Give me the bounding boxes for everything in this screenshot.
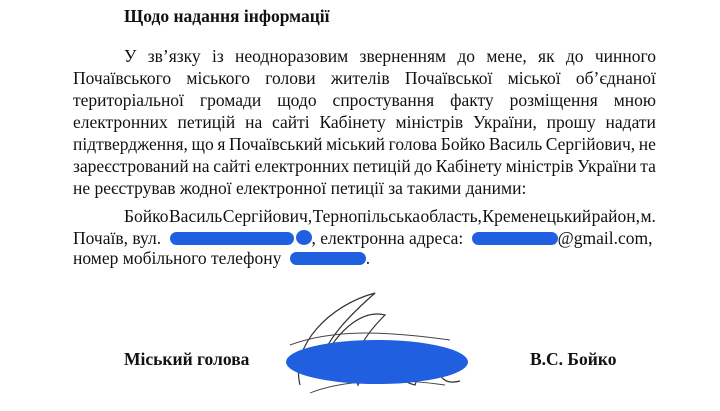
redacted-street	[170, 232, 294, 245]
word: та	[640, 156, 656, 176]
word: не	[638, 134, 656, 154]
word: до	[565, 46, 584, 66]
word: Василь	[169, 206, 223, 226]
para2-line-2	[73, 228, 653, 248]
word: об’єднаної	[575, 68, 656, 88]
word: із	[211, 46, 224, 66]
email-domain: @gmail.com,	[557, 228, 653, 248]
word: щодо	[277, 90, 317, 110]
word: Кабінету	[435, 156, 503, 176]
word: чинного	[594, 46, 656, 66]
word: мною	[613, 90, 656, 110]
word: голова	[388, 134, 438, 154]
word: петицій	[353, 156, 411, 176]
word: м.	[640, 206, 656, 226]
word: зареєстрований	[73, 156, 189, 176]
word: жителів	[330, 68, 390, 88]
word: Бойко	[124, 206, 169, 226]
para1-line-4	[73, 112, 656, 132]
word: район,	[591, 206, 640, 226]
word: як	[538, 46, 555, 66]
word: я	[217, 134, 226, 154]
para1-line-3	[73, 90, 656, 110]
word: Почаївський	[229, 134, 323, 154]
para2-line-3	[73, 248, 370, 268]
word: голови	[265, 68, 316, 88]
para1-line-6	[73, 156, 656, 176]
word: сайті	[272, 112, 310, 132]
word: спростування	[332, 90, 435, 110]
para1-line-5	[73, 134, 656, 154]
word: зверненням	[359, 46, 447, 66]
word: Почаївської	[404, 68, 493, 88]
word: України,	[473, 112, 537, 132]
word: зв’язку	[147, 46, 201, 66]
word: надати	[605, 112, 656, 132]
street-prefix: Почаїв, вул.	[73, 228, 162, 248]
word: підтвердження,	[73, 134, 188, 154]
word: електронних	[254, 156, 350, 176]
word: міністрів	[395, 112, 464, 132]
word: на	[192, 156, 210, 176]
word: громади	[199, 90, 262, 110]
redacted-house	[296, 230, 312, 245]
word: неодноразовим	[235, 46, 349, 66]
word: міністрів	[505, 156, 574, 176]
word: Почаївського	[73, 68, 172, 88]
email-label: , електронна адреса:	[311, 228, 464, 248]
word: петицій	[177, 112, 236, 132]
word: до	[414, 156, 433, 176]
para2-line-1	[124, 206, 656, 226]
word: розміщення	[509, 90, 598, 110]
para1-line-2	[73, 68, 656, 88]
word: що	[191, 134, 214, 154]
sign-name: В.С. Бойко	[530, 349, 617, 369]
word: У	[124, 46, 137, 66]
word: Василь	[488, 134, 543, 154]
word: міського	[186, 68, 250, 88]
para1-line-1	[124, 46, 656, 66]
phone-end: .	[365, 248, 371, 268]
word: мене,	[486, 46, 527, 66]
word: на	[245, 112, 263, 132]
word: область,	[420, 206, 482, 226]
redacted-phone	[290, 252, 366, 265]
word: електронних	[73, 112, 168, 132]
word: Кабінету	[319, 112, 386, 132]
word: Бойко	[440, 134, 486, 154]
word: прошу	[546, 112, 596, 132]
word: Сергійович,	[222, 206, 313, 226]
para1-line-7: не реєстрував жодної електронної петиції за такими даними:	[73, 178, 527, 198]
redacted-email	[472, 232, 558, 245]
word: до	[457, 46, 476, 66]
word: України	[577, 156, 637, 176]
letter-heading: Щодо надання інформації	[124, 6, 330, 26]
word: Тернопільська	[312, 206, 420, 226]
sign-title: Міський голова	[124, 349, 250, 369]
word: сайті	[213, 156, 251, 176]
word: міської	[507, 68, 561, 88]
word: факту	[450, 90, 494, 110]
word: територіальної	[73, 90, 184, 110]
redacted-signature	[286, 340, 468, 384]
word: Сергійович,	[545, 134, 636, 154]
word: міський	[326, 134, 386, 154]
phone-label: номер мобільного телефону	[73, 248, 282, 268]
word: Кременецький	[482, 206, 592, 226]
